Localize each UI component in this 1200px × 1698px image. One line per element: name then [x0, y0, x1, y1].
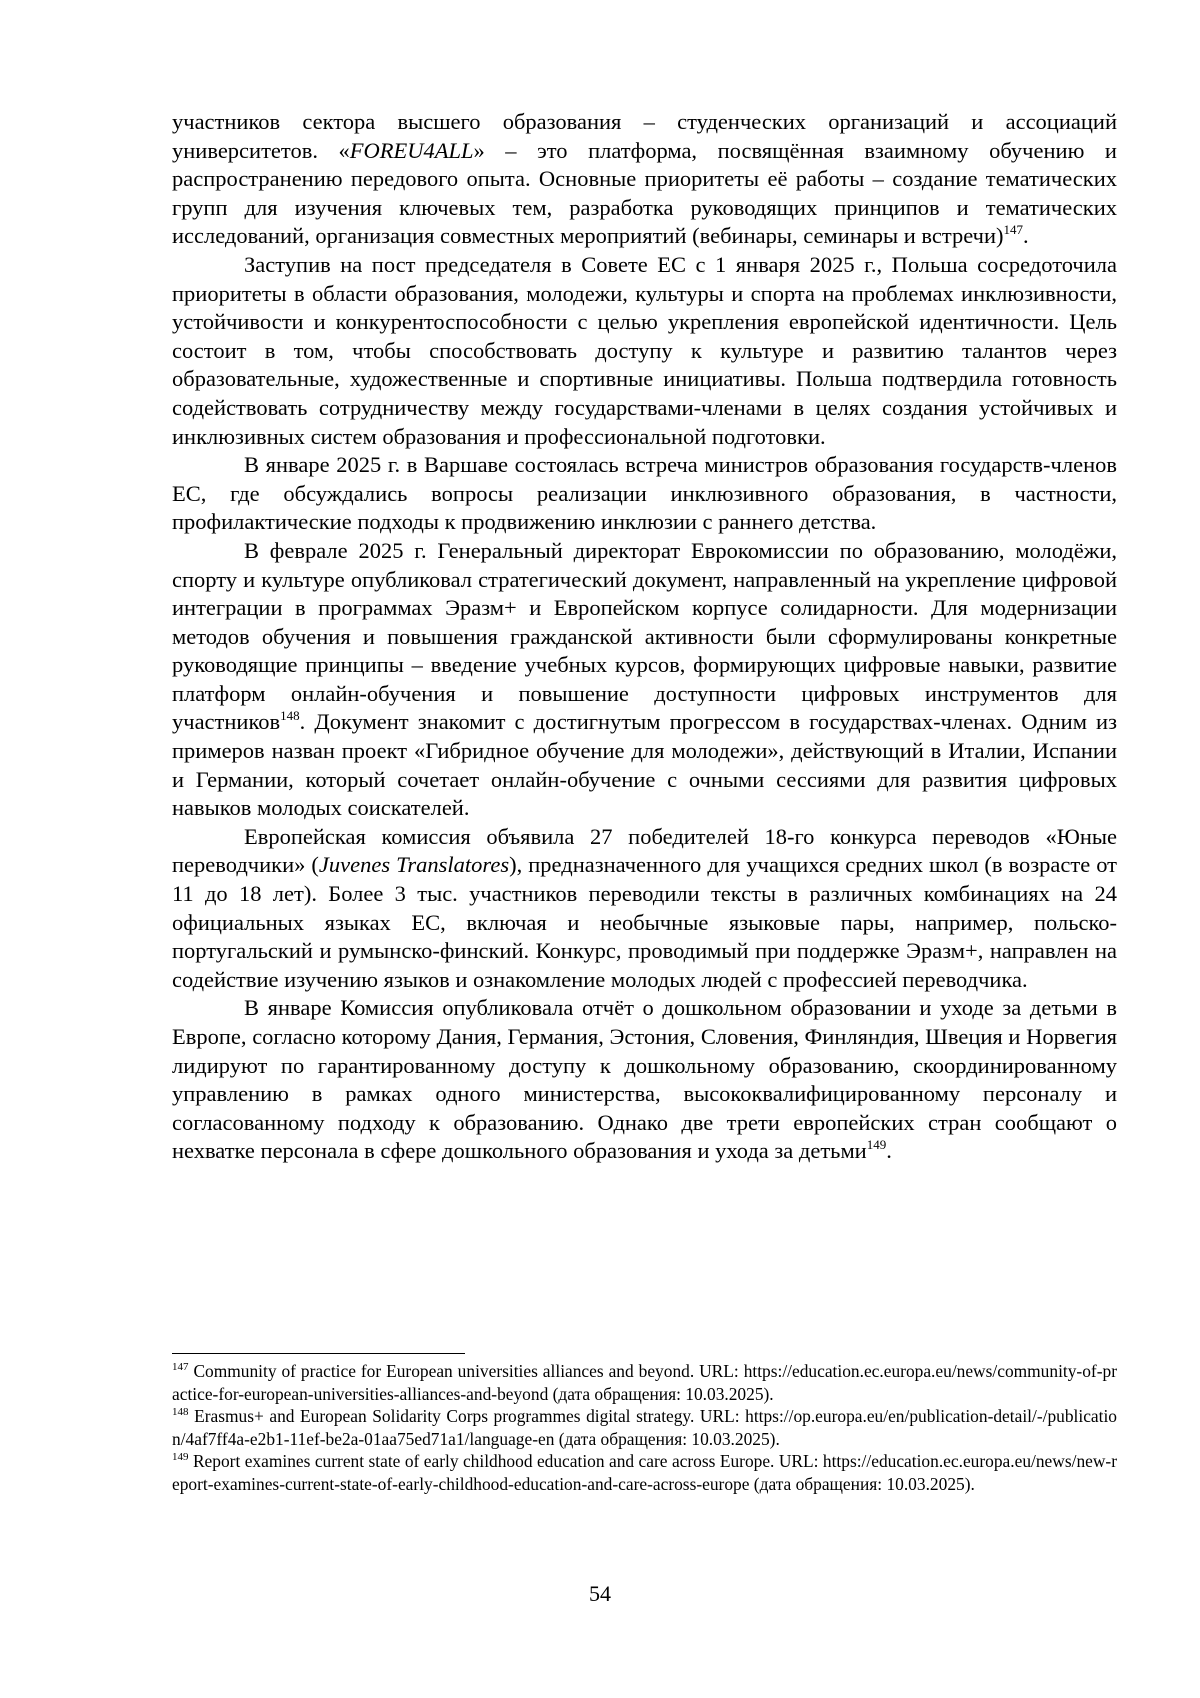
page-number: 54 — [589, 1581, 611, 1606]
paragraph-poland-presidency: Заступив на пост председателя в Совете ЕС с 1 января 2025 г., Польша сосредоточила приоритеты в области образования, молодежи, культуры и спорта на проблемах инклюзивности, устойчивости и конкурентоспособности с целью укрепления европейской идентичности. Цель состоит в том, чтобы способствовать доступу к культуре и развитию талантов через образовательные, художественные и спортивные инициативы. Польша подтвердила готовность содействовать сотрудничеству между государствами-членами в целях создания устойчивых и инклюзивных систем образования и профессиональной подготовки. — [172, 251, 1117, 449]
footnote-number: 149 — [172, 1451, 189, 1464]
footnote-link[interactable]: https://education.ec.europa.eu/news/new-report-examines-current-state-of-early-childhood-education-and-care-across-europe — [172, 1451, 1117, 1494]
footnote-number: 147 — [172, 1361, 189, 1373]
foreu4all-title: FOREU4ALL — [349, 137, 474, 163]
paragraph-digital-strategy: В феврале 2025 г. Генеральный директорат Еврокомиссии по образованию, молодёжи, спорту и культуре опубликовал стратегический документ, направленный на укрепление цифровой интеграции в программах Эразм+ и Европейском корпусе солидарности. Для модернизации методов обучения и повышения гражданской активности были сформулированы конкретные руководящие принципы – введение учебных курсов, формирующих цифровые навыки, развитие платформ онлайн-обучения и повышение доступности цифровых инструментов для участников$^{148}$. Документ знакомит с достигнутым прогрессом в государствах-членах. Одним из примеров назван проект «Гибридное обучение для молодежи», действующий в Италии, Испании и Германии, который сочетает онлайн-обучение с очными сессиями для развития цифровых навыков молодых соискателей. — [172, 537, 1117, 821]
footnote-divider — [172, 1353, 465, 1354]
footnote-link[interactable]: https://education.ec.europa.eu/news/community-of-practice-for-european-universities-alliances-and-beyond — [172, 1361, 1117, 1404]
paragraph-warsaw-meeting: В январе 2025 г. в Варшаве состоялась встреча министров образования государств-членов ЕС, где обсуждались вопросы реализации инклюзивного образования, в частности, профилактические подходы к продвижению инклюзии с раннего детства. — [172, 452, 1117, 535]
paragraph-early-childhood-report: В январе Комиссия опубликовала отчёт о дошкольном образовании и уходе за детьми в Европе, согласно которому Дания, Германия, Эстония, Словения, Финляндия, Швеция и Норвегия лидируют по гарантированному доступу к дошкольному образованию, скоординированному управлению в рамках одного министерства, высококвалифицированному персоналу и согласованному подходу к образованию. Однако две трети европейских стран сообщают о нехватке персонала в сфере дошкольного образования и ухода за детьми$^{149}$. — [172, 995, 1117, 1164]
footnote-149: $^{149}$ Report examines current state of early childhood education and care across Europe. URL: https://education.ec.europa.eu/news/new-report-examines-current-state-of-early-childhood-education-and-care-across-europe (дата обращения: 10.03.2025). — [172, 1451, 1117, 1494]
juvenes-translatores-title: Juvenes Translatores — [318, 852, 510, 878]
footnote-148: $^{148}$ Erasmus+ and European Solidarity Corps programmes digital strategy. URL: https://op.europa.eu/en/publication-detail/-/publication/4af7ff4a-e2b1-11ef-be2a-01aa75ed71a1/language-en (дата обращения: 10.03.2025). — [172, 1406, 1117, 1449]
footnote-ref-147[interactable]: 147 — [1003, 222, 1024, 238]
footnote-link[interactable]: https://op.europa.eu/en/publication-detail/-/publication/4af7ff4a-e2b1-11ef-be2a-01aa75ed71a1/language-en — [172, 1406, 1117, 1449]
footnote-number: 148 — [172, 1406, 189, 1419]
footnotes — [172, 1360, 1117, 1496]
footnote-ref-149[interactable]: 149 — [866, 1137, 887, 1153]
paragraph-foreu4all: участников сектора высшего образования – студенческих организаций и ассоциаций университетов. «FOREU4ALL» – это платформа, посвящённая взаимному обучению и распространению передового опыта. Основные приоритеты её работы – создание тематических групп для изучения ключевых тем, разработка руководящих принципов и тематических исследований, организация совместных мероприятий (вебинары, семинары и встречи)$^{147}$. — [172, 109, 1117, 249]
main-text — [172, 108, 1117, 1166]
footnote-147: $^{147}$ Community of practice for European universities alliances and beyond. URL: https://education.ec.europa.eu/news/community-of-practice-for-european-universities-alliances-and-beyond (дата обращения: 10.03.2025). — [172, 1361, 1117, 1404]
paragraph-juvenes-translatores: Европейская комиссия объявила 27 победителей 18-го конкурса переводов «Юные переводчики» (Juvenes Translatores), предназначенного для учащихся средних школ (в возрасте от 11 до 18 лет). Более 3 тыс. участников переводили тексты в различных комбинациях на 24 официальных языках ЕС, включая и необычные языковые пары, например, польско-португальский и румынско-финский. Конкурс, проводимый при поддержке Эразм+, направлен на содействие изучению языков и ознакомление молодых людей с профессией переводчика. — [172, 823, 1118, 992]
footnote-ref-148[interactable]: 148 — [280, 708, 300, 724]
